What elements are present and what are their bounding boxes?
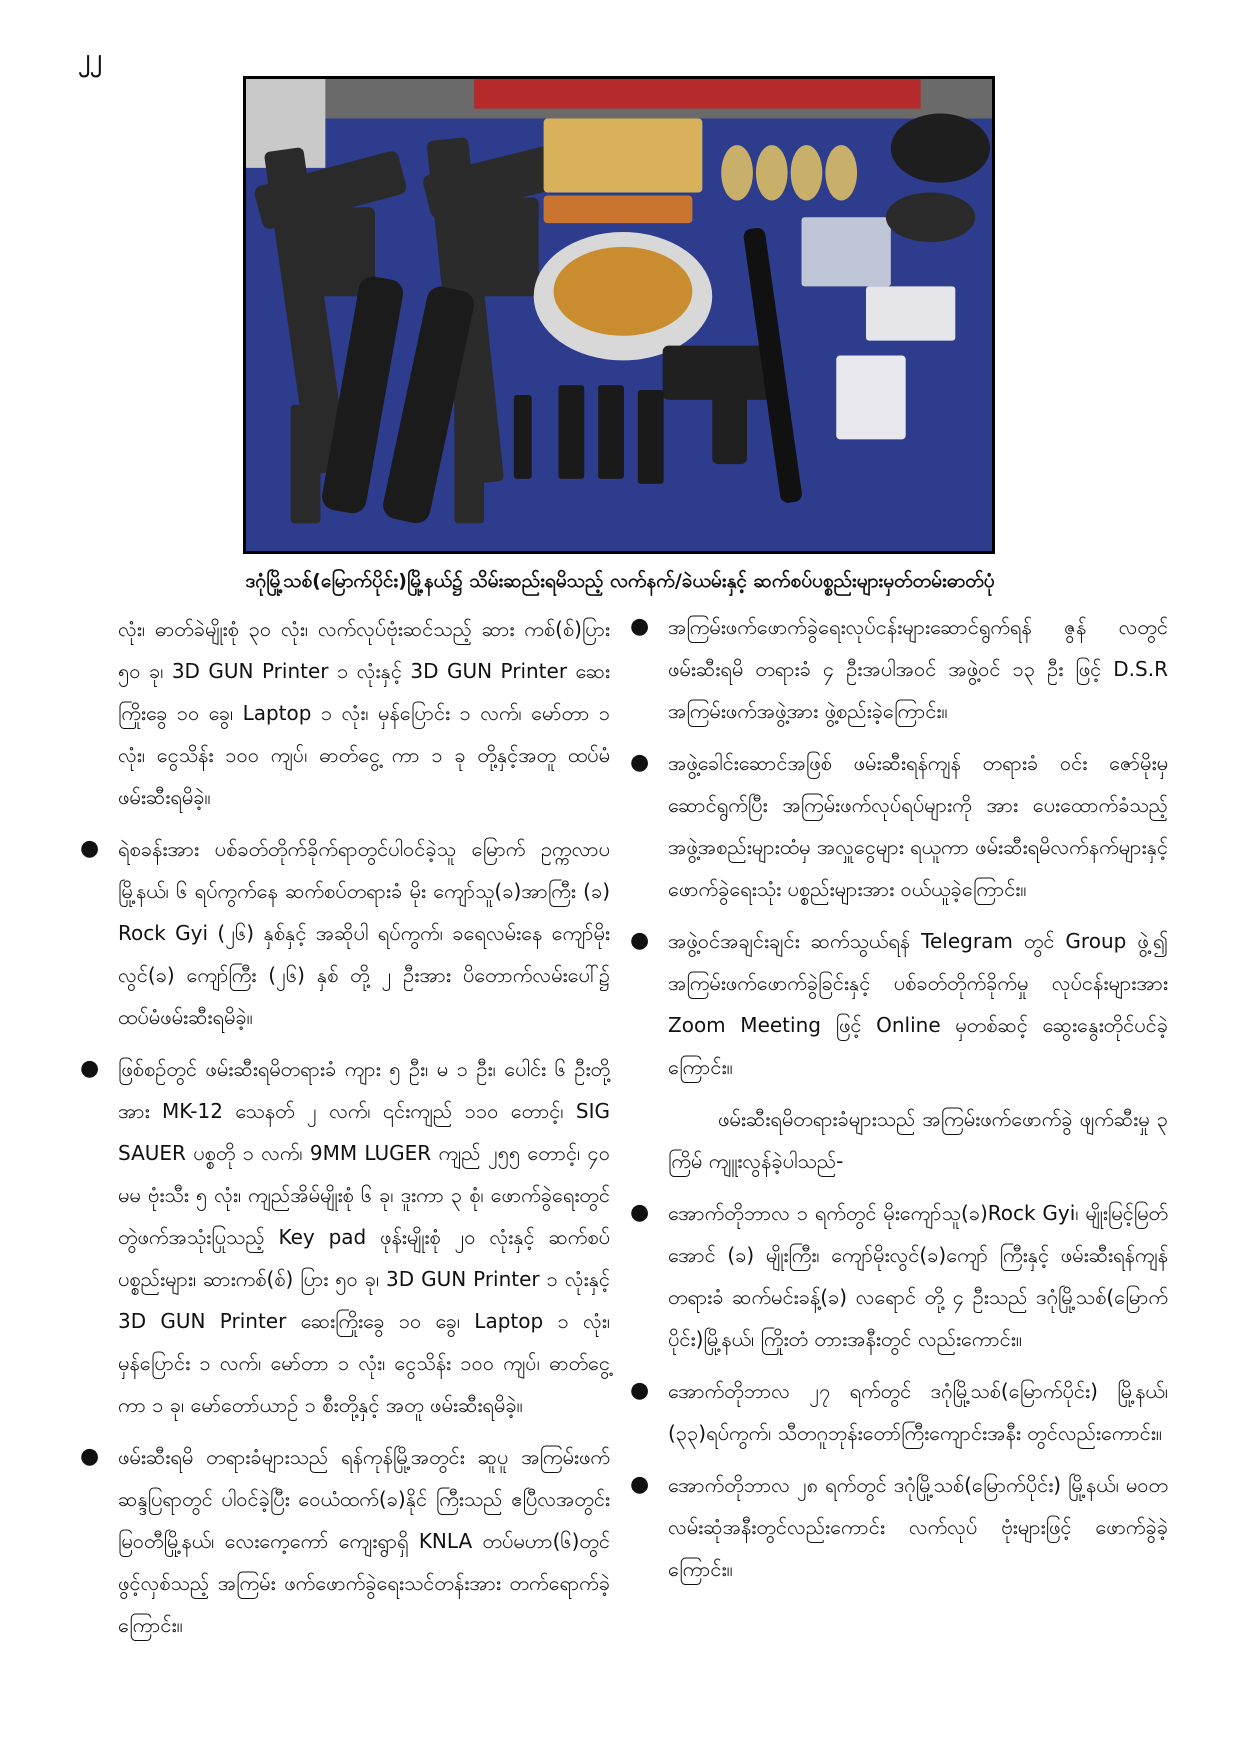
bullet-dot-icon: ● xyxy=(630,928,650,953)
bullet-dot-icon: ● xyxy=(630,1200,650,1225)
incident-item xyxy=(630,1370,1168,1454)
bullet-dot-icon: ● xyxy=(630,750,650,775)
bullet-text: ရဲစခန်းအား ပစ်ခတ်တိုက်ခိုက်ရာတွင်ပါဝင်ခဲ့သူ မြောက် ဥက္ကလာပမြို့နယ်၊ ၆ ရပ်ကွက်နေ ဆက်စပ်တရားခံ မိုး ကျော်သူ(ခ)အာကြီး (ခ) Rock Gyi (၂၆) နှစ်နှင့် အဆိုပါ ရပ်ကွက်၊ ခရေလမ်းနေ ကျော်မိုးလွင်(ခ) ကျော်ကြီး (၂၆) နှစ် တို့ ၂ ဦးအား ပိတောက်လမ်းပေါ်၌ ထပ်မံဖမ်းဆီးရမိခဲ့။ xyxy=(118,837,610,1029)
summary-paragraph: ဖမ်းဆီးရမိတရားခံများသည် အကြမ်းဖက်ဖောက်ခွဲ ဖျက်ဆီးမှု ၃ ကြိမ် ကျူးလွန်ခဲ့ပါသည်- xyxy=(668,1107,1168,1173)
incident-item xyxy=(630,1192,1168,1360)
incident-text: အောက်တိုဘာလ ၁ ရက်တွင် မိုးကျော်သူ(ခ)Rock Gyi၊ မျိုးမြင့်မြတ်အောင် (ခ) မျိုးကြီး၊ ကျော်မိုးလွင်(ခ)ကျော် ကြီးနှင့် ဖမ်းဆီးရန်ကျန် တရားခံ ဆက်မင်းခန့်(ခ) လရောင် တို့ ၄ ဦးသည် ဒဂုံမြို့သစ်(မြောက်ပိုင်း)မြို့နယ်၊ ကြိုးတံ တားအနီးတွင် လည်းကောင်း။ xyxy=(668,1201,1168,1351)
bullet-dot-icon: ● xyxy=(630,614,650,639)
bullet-dot-icon: ● xyxy=(80,836,100,861)
page-number: ၂၂ xyxy=(78,44,102,72)
left-intro-paragraph: လုံး၊ ဓာတ်ခဲမျိုးစုံ ၃၀ လုံး၊ လက်လုပ်ဗုံးဆင်သည့် ဆား ကစ်(စ်)ပြား ၅၀ ခု၊ 3D GUN Printer ၁ လုံးနှင့် 3D GUN Printer ဆေးကြိုးခွေ ၁၀ ခွေ၊ Laptop ၁ လုံး၊ မှန်ပြောင်း ၁ လက်၊ မော်တာ ၁ လုံး၊ ငွေသိန်း ၁၀၀ ကျပ်၊ ဓာတ်ငွေ့ ကာ ၁ ခု တို့နှင့်အတူ ထပ်မံဖမ်းဆီးရမိခဲ့။ xyxy=(118,617,610,809)
bullet-dot-icon: ● xyxy=(630,1472,650,1497)
seized-weapons-photo xyxy=(243,76,995,554)
bullet-text: အဖွဲ့ခေါင်းဆောင်အဖြစ် ဖမ်းဆီးရန်ကျန် တရားခံ ဝင်း ဇော်မိုးမှ ဆောင်ရွက်ပြီး အကြမ်းဖက်လုပ်ရပ်များကို အား ပေးထောက်ခံသည့် အဖွဲ့အစည်းများထံမှ အလှူငွေများ ရယူကာ ဖမ်းဆီးရမိလက်နက်များနှင့် ဖောက်ခွဲရေးသုံး ပစ္စည်းများအား ဝယ်ယူခဲ့ကြောင်း။ xyxy=(668,751,1168,901)
photo-caption: ဒဂုံမြို့သစ်(မြောက်ပိုင်း)မြို့နယ်၌ သိမ်းဆည်းရမိသည့် လက်နက်/ခဲယမ်းနှင့် ဆက်စပ်ပစ္စည်းများမှတ်တမ်းဓာတ်ပုံ xyxy=(245,570,995,592)
bullet-item xyxy=(80,828,610,1038)
bullet-item xyxy=(80,1436,610,1646)
bullet-dot-icon: ● xyxy=(80,1444,100,1469)
bullet-item xyxy=(80,1048,611,1426)
bullet-text: အဖွဲ့ဝင်အချင်းချင်း ဆက်သွယ်ရန် Telegram တွင် Group ဖွဲ့၍ အကြမ်းဖက်ဖောက်ခွဲခြင်းနှင့် ပစ်ခတ်တိုက်ခိုက်မှု လုပ်ငန်းများအား Zoom Meeting ဖြင့် Online မှတစ်ဆင့် ဆွေးနွေးတိုင်ပင်ခဲ့ကြောင်း။ xyxy=(668,929,1168,1079)
bullet-item xyxy=(630,606,1168,732)
bullet-item xyxy=(630,920,1168,1088)
left-column xyxy=(80,606,611,1656)
incident-text: အောက်တိုဘာလ ၂၈ ရက်တွင် ဒဂုံမြို့သစ်(မြောက်ပိုင်း) မြို့နယ်၊ မ၀တ လမ်းဆုံအနီးတွင်လည်းကောင်း လက်လုပ် ဗုံးများဖြင့် ဖောက်ခွဲခဲ့ကြောင်း။ xyxy=(668,1473,1168,1581)
incident-text: အောက်တိုဘာလ ၂၇ ရက်တွင် ဒဂုံမြို့သစ်(မြောက်ပိုင်း) မြို့နယ်၊ (၃၃)ရပ်ကွက်၊ သီတဂူဘုန်းတော်ကြီးကျောင်းအနီး တွင်လည်းကောင်း။ xyxy=(668,1379,1168,1445)
right-column xyxy=(630,606,1168,1600)
bullet-item xyxy=(630,742,1168,910)
bullet-text: အကြမ်းဖက်ဖောက်ခွဲရေးလုပ်ငန်းများဆောင်ရွက်ရန် ဇွန် လတွင် ဖမ်းဆီးရမိ တရားခံ ၄ ဦးအပါအဝင် အဖွဲ့ဝင် ၁၃ ဦး ဖြင့် D.S.R အကြမ်းဖက်အဖွဲ့အား ဖွဲ့စည်းခဲ့ကြောင်း။ xyxy=(668,615,1168,723)
bullet-text: ဖမ်းဆီးရမိ တရားခံများသည် ရန်ကုန်မြို့အတွင်း ဆူပူ အကြမ်းဖက်ဆန္ဒပြရာတွင် ပါဝင်ခဲ့ပြီး ဝေယံထက်(ခ)နိုင် ကြီးသည် ဧပြီလအတွင်း မြဝတီမြို့နယ်၊ လေးကေ့ကော် ကျေးရွာရှိ KNLA တပ်မဟာ(၆)တွင် ဖွင့်လှစ်သည့် အကြမ်း ဖက်ဖောက်ခွဲရေးသင်တန်းအား တက်ရောက်ခဲ့ကြောင်း။ xyxy=(118,1445,610,1637)
incident-item xyxy=(630,1464,1168,1590)
bullet-dot-icon: ● xyxy=(80,1056,100,1081)
bullet-text: ဖြစ်စဉ်တွင် ဖမ်းဆီးရမိတရားခံ ကျား ၅ ဦး၊ မ ၁ ဦး၊ ပေါင်း ၆ ဦးတို့အား MK-12 သေနတ် ၂ လက်၊ ၎င်းကျည် ၁၁၀ တောင့်၊ SIG SAUER ပစ္စတို ၁ လက်၊ 9MM LUGER ကျည် ၂၅၅ တောင့်၊ ၄၀ မမ ဗုံးသီး ၅ လုံး၊ ကျည်အိမ်မျိုးစုံ ၆ ခု၊ ဒူးကာ ၃ စုံ၊ ဖောက်ခွဲရေးတွင် တွဲဖက်အသုံးပြုသည့် Key pad ဖုန်းမျိုးစုံ ၂၀ လုံးနှင့် ဆက်စပ်ပစ္စည်းများ၊ ဆားကစ်(စ်) ပြား ၅၀ ခု၊ 3D GUN Printer ၁ လုံးနှင့် 3D GUN Printer ဆေးကြိုးခွေ ၁၀ ခွေ၊ Laptop ၁ လုံး၊ မှန်ပြောင်း ၁ လက်၊ မော်တာ ၁ လုံး၊ ငွေသိန်း ၁၀၀ ကျပ်၊ ဓာတ်ငွေ့ကာ ၁ ခု၊ မော်တော်ယာဉ် ၁ စီးတို့နှင့် အတူ ဖမ်းဆီးရမိခဲ့။ xyxy=(118,1057,611,1417)
bullet-dot-icon: ● xyxy=(630,1378,650,1403)
